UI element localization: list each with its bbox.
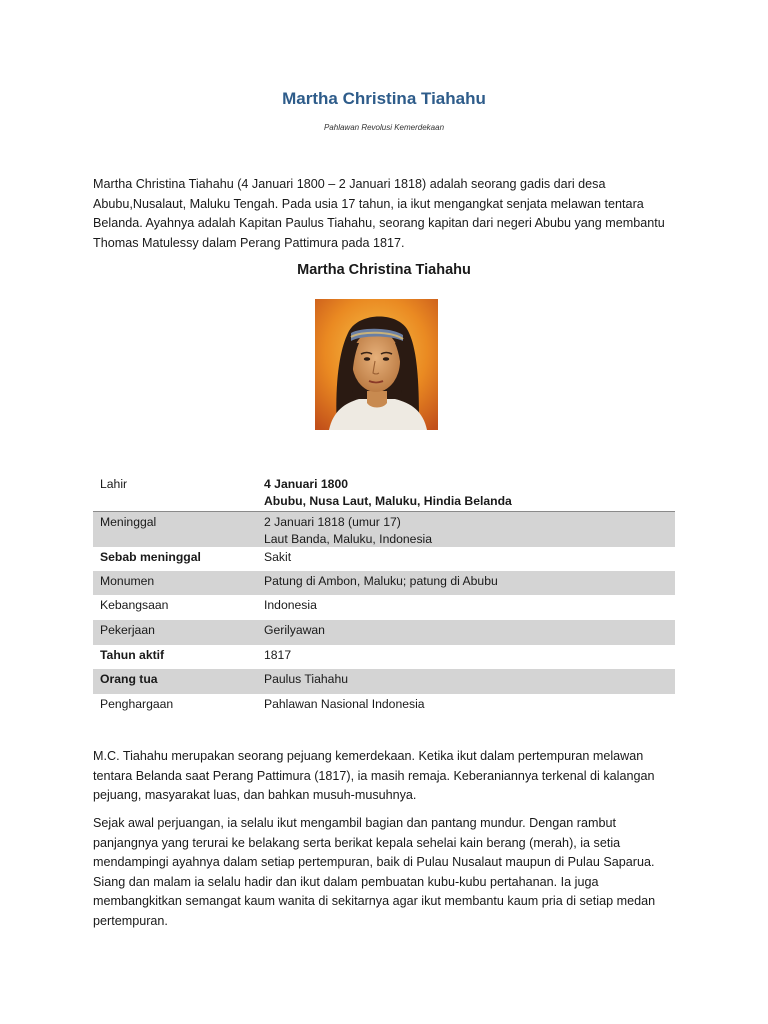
infobox-row: [93, 547, 675, 571]
infobox-title: Martha Christina Tiahahu: [297, 262, 471, 278]
infobox-value: [264, 621, 675, 639]
infobox-value-line: Paulus Tiahahu: [264, 672, 349, 686]
infobox-row: [93, 571, 675, 595]
infobox-label: Tahun aktif: [100, 648, 165, 662]
infobox-table: [93, 474, 675, 718]
infobox-value-line: Indonesia: [264, 598, 317, 612]
infobox-value: [264, 695, 675, 713]
page-subtitle: Pahlawan Revolusi Kemerdekaan: [323, 123, 445, 132]
infobox-value: [264, 572, 675, 590]
infobox-row: [93, 595, 675, 620]
body-paragraph-2: Sejak awal perjuangan, ia selalu ikut mengambil bagian dan pantang mundur. Dengan rambut panjangnya yang terurai ke belakang serta berikat kepala sehelai kain berang (merah), ia setia mendampingi ayahnya dalam setiap pertempuran, baik di Pulau Nusalaut maupun di Pulau Saparua. Siang dan malam ia selalu hadir dan ikut dalam pembuatan kubu-kubu pertahanan. Ia juga membangkitkan semangat kaum wanita di sekitarnya agar ikut membantu kaum pria di setiap medan pertempuran.: [93, 816, 656, 928]
infobox-value-line: Abubu, Nusa Laut, Maluku, Hindia Belanda: [264, 494, 512, 508]
page-title: Martha Christina Tiahahu: [282, 89, 486, 108]
infobox-value-line: Laut Banda, Maluku, Indonesia: [264, 532, 433, 546]
body-paragraph-1: M.C. Tiahahu merupakan seorang pejuang kemerdekaan. Ketika ikut dalam pertempuran melawan tentara Belanda saat Perang Pattimura (1817), ia masih remaja. Keberaniannya terkenal di kalangan pejuang, masyarakat luas, dan bahkan musuh-musuhnya.: [93, 749, 655, 802]
infobox-label: Kebangsaan: [100, 598, 169, 612]
infobox-row: [93, 645, 675, 669]
infobox-row: [93, 694, 675, 718]
infobox-row: [93, 620, 675, 645]
portrait-image: [315, 299, 438, 430]
infobox-value: [264, 596, 675, 614]
infobox-label: Penghargaan: [100, 697, 174, 711]
infobox-value: [264, 475, 675, 510]
infobox-value: [264, 646, 675, 664]
infobox-label: Orang tua: [100, 672, 158, 686]
infobox-label: Sebab meninggal: [100, 550, 201, 564]
infobox-value-line: 4 Januari 1800: [264, 477, 349, 491]
infobox-label: Pekerjaan: [100, 623, 155, 637]
infobox-row: [93, 511, 675, 547]
infobox-value-line: Sakit: [264, 550, 292, 564]
intro-paragraph: Martha Christina Tiahahu (4 Januari 1800 – 2 Januari 1818) adalah seorang gadis dari desa Abubu,Nusalaut, Maluku Tengah. Pada usia 17 tahun, ia ikut mengangkat senjata melawan tentara Belanda. Ayahnya adalah Kapitan Paulus Tiahahu, seorang kapitan dari negeri Abubu yang membantu Thomas Matulessy dalam Perang Pattimura pada 1817.: [93, 177, 665, 250]
infobox-value-line: 1817: [264, 648, 292, 662]
infobox-value-line: Pahlawan Nasional Indonesia: [264, 697, 425, 711]
infobox-value: [264, 513, 675, 547]
infobox-value: [264, 670, 675, 688]
infobox-value-line: Patung di Ambon, Maluku; patung di Abubu: [264, 574, 498, 588]
infobox-label: Meninggal: [100, 515, 157, 529]
infobox-row: [93, 474, 675, 511]
infobox-label: Lahir: [100, 477, 128, 491]
infobox-label: Monumen: [100, 574, 155, 588]
infobox-row: [93, 669, 675, 694]
infobox-value-line: Gerilyawan: [264, 623, 325, 637]
infobox-value: [264, 548, 675, 566]
infobox-value-line: 2 Januari 1818 (umur 17): [264, 515, 401, 529]
